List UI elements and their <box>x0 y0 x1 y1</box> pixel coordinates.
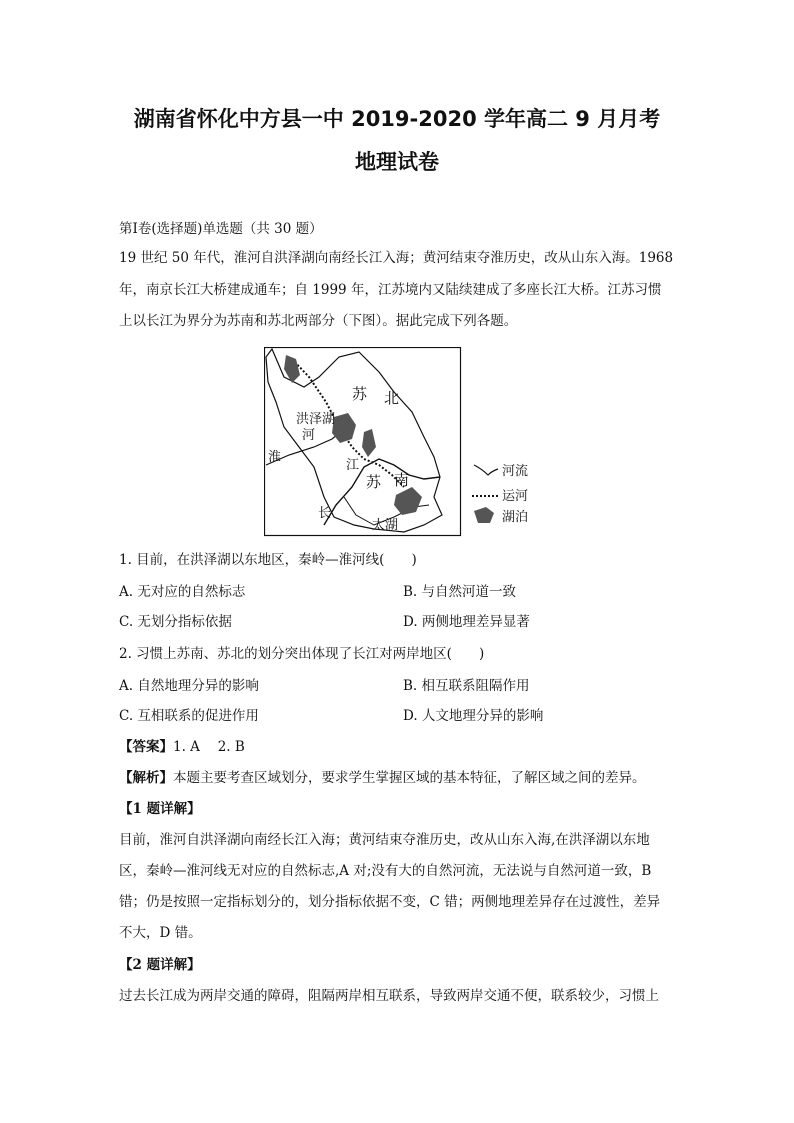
question-option: A. 自然地理分异的影响 <box>119 678 259 694</box>
legend-river-label: 河流 <box>502 464 529 479</box>
question-stem: 1. 目前，在洪泽湖以东地区，秦岭—淮河线( ) <box>119 552 417 568</box>
detail-line: 目前，淮河自洪泽湖向南经长江入海；黄河结束夺淮历史，改从山东入海,在洪泽湖以东地 <box>119 832 650 848</box>
analysis-text: 本题主要考查区域划分，要求学生掌握区域的基本特征，了解区域之间的差异。 <box>173 770 646 786</box>
map-label-jiang: 江 <box>346 458 360 473</box>
taihu-lake <box>394 487 422 515</box>
analysis-line <box>119 768 679 788</box>
map-label-taihu: 太湖 <box>372 518 399 533</box>
page-title: 湖南省怀化中方县一中 2019-2020 学年高二 9 月月考 <box>133 107 661 131</box>
answer-line <box>119 737 679 757</box>
map-label-hongze: 洪泽湖 <box>296 412 336 427</box>
hongze-lake <box>332 413 356 443</box>
jiangsu-map <box>264 347 570 537</box>
yangtze-river <box>324 459 440 525</box>
map-label-bei: 北 <box>384 389 400 407</box>
map-label-he: 河 <box>302 428 316 443</box>
legend-canal-label: 运河 <box>502 489 529 504</box>
legend-lake-label: 湖泊 <box>502 510 529 525</box>
question-option: D. 人文地理分异的影响 <box>403 708 544 724</box>
map-label-su: 苏 <box>352 385 368 403</box>
analysis-label: 【解析】 <box>119 770 173 786</box>
passage-line: 19 世纪 50 年代，淮河自洪泽湖向南经长江入海；黄河结束夺淮历史，改从山东入海。1968 <box>119 250 674 266</box>
answer-text: 1. A 2. B <box>173 739 245 755</box>
detail1-label: 【1 题详解】 <box>119 801 201 817</box>
question-option: B. 与自然河道一致 <box>403 584 517 600</box>
map-label-sunan-su: 苏 <box>366 473 382 491</box>
legend-lake-icon <box>474 507 494 523</box>
question-option: C. 无划分指标依据 <box>119 614 232 630</box>
detail2-label: 【2 题详解】 <box>119 957 201 973</box>
legend-river-icon <box>474 465 498 475</box>
detail-line: 区，秦岭—淮河线无对应的自然标志,A 对;没有大的自然河流，无法说与自然河道一致，B <box>119 863 652 879</box>
question-stem: 2. 习惯上苏南、苏北的划分突出体现了长江对两岸地区( ) <box>119 646 485 662</box>
gaoyou-lake <box>362 429 376 457</box>
map-label-chang: 长 <box>318 506 332 521</box>
page-subtitle: 地理试卷 <box>355 150 439 174</box>
answer-label: 【答案】 <box>119 739 173 755</box>
map-label-huai: 淮 <box>268 450 282 465</box>
passage-line: 年，南京长江大桥建成通车；自 1999 年，江苏境内又陆续建成了多座长江大桥。江苏习惯 <box>119 282 662 298</box>
detail-line: 不大，D 错。 <box>119 925 202 941</box>
question-option: B. 相互联系阻隔作用 <box>403 678 530 694</box>
question-option: D. 两侧地理差异显著 <box>403 614 530 630</box>
map-label-sunan-nan: 南 <box>394 471 410 489</box>
section-heading: 第Ⅰ卷(选择题)单选题（共 30 题） <box>119 221 323 237</box>
detail-line: 过去长江成为两岸交通的障碍，阻隔两岸相互联系，导致两岸交通不便，联系较少，习惯上 <box>119 988 659 1004</box>
question-option: C. 互相联系的促进作用 <box>119 708 259 724</box>
detail-line: 错；仍是按照一定指标划分的，划分指标依据不变，C 错；两侧地理差异存在过渡性，差异 <box>119 894 661 910</box>
question-option: A. 无对应的自然标志 <box>119 584 246 600</box>
passage-line: 上以长江为界分为苏南和苏北两部分（下图）。据此完成下列各题。 <box>119 313 518 329</box>
